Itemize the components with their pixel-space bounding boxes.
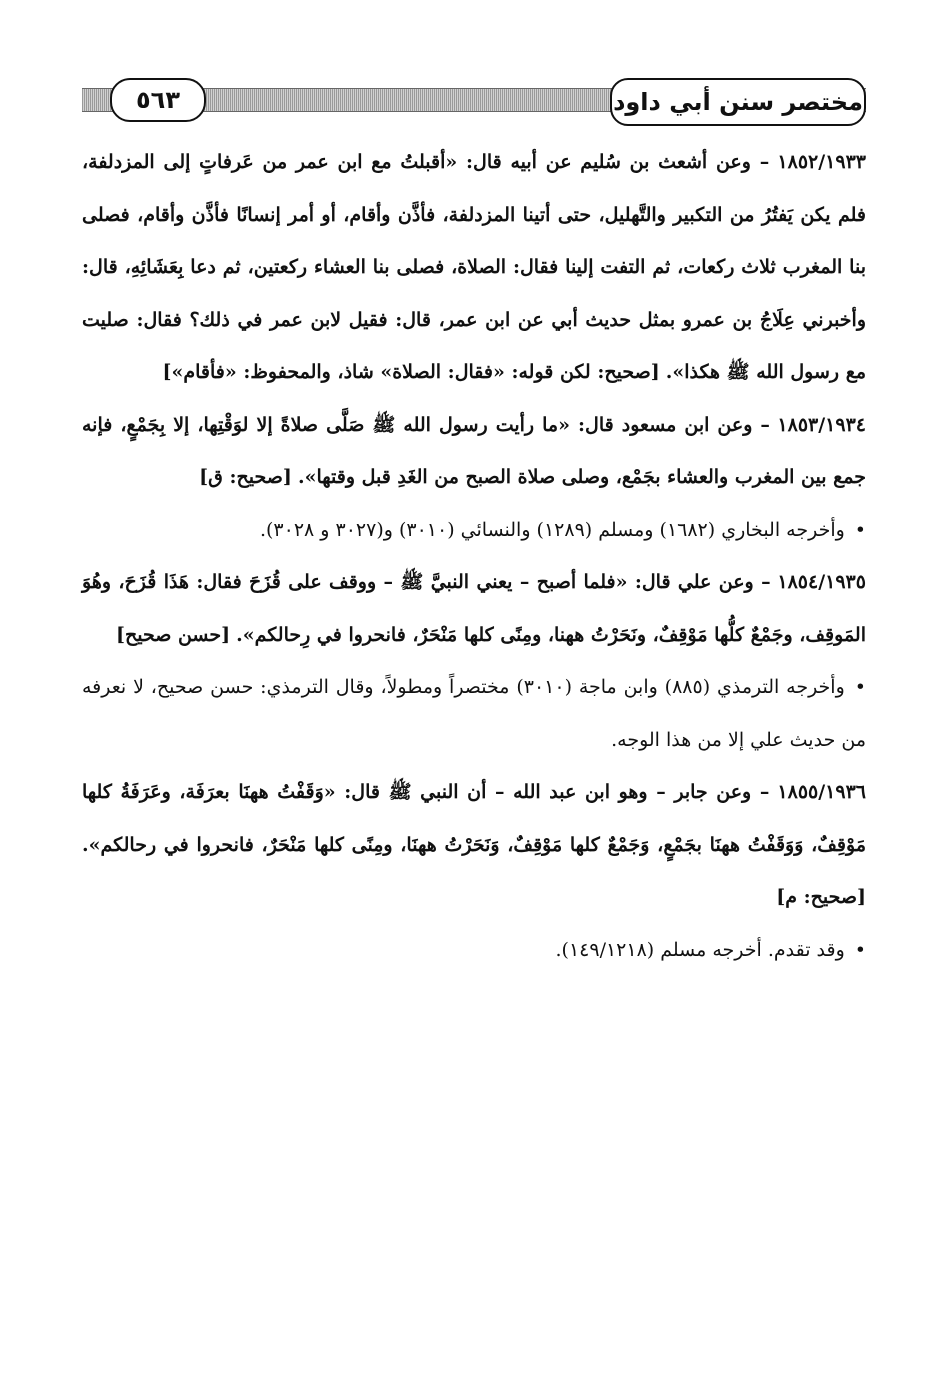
bullet-icon: • xyxy=(854,518,866,541)
hadith-grade: [صحيح: ق] xyxy=(199,466,292,488)
hadith-1935 xyxy=(82,556,866,661)
note-text: وأخرجه الترمذي (٨٨٥) وابن ماجة (٣٠١٠) مختصراً ومطولاً، وقال الترمذي: حسن صحيح، لا نعرفه من حديث علي إلا من هذا الوجه. xyxy=(82,676,866,751)
takhrij-note xyxy=(82,504,866,557)
page-header xyxy=(82,72,866,130)
note-text: وقد تقدم. أخرجه مسلم (١٤٩/١٢١٨). xyxy=(555,938,845,961)
hadith-1936 xyxy=(82,766,866,924)
page-body xyxy=(82,136,866,976)
bullet-icon: • xyxy=(854,676,866,698)
note-text: وأخرجه البخاري (١٦٨٢) ومسلم (١٢٨٩) والنسائي (٣٠١٠) و(٣٠٢٧ و ٣٠٢٨). xyxy=(259,518,845,541)
hadith-number: ١٨٥٢/١٩٣٣ xyxy=(777,151,866,173)
hadith-text: – وعن جابر – وهو ابن عبد الله – أن النبي ﷺ قال: «وَقَفْتُ ههنَا بعرَفَة، وعَرَفَةُ كلها مَوْقِفٌ، وَوَقَفْتُ ههنَا بجَمْعٍ، وَجَمْعٌ كلها مَوْقِفٌ، وَنَحَرْتُ ههنَا، ومِنًى كلها مَنْحَرٌ، فانحروا في رحالكم». xyxy=(82,781,866,856)
page-number: ٥٦٣ xyxy=(110,78,206,122)
takhrij-note xyxy=(82,924,866,977)
hadith-grade: [حسن صحيح] xyxy=(115,623,231,646)
hadith-text: – وعن ابن مسعود قال: «ما رأيت رسول الله ﷺ صَلَّى صلاةً إلا لوَقْتِها، إلا بِجَمْعٍ، فإنه جمع بين المغرب والعشاء بجَمْع، وصلى صلاة الصبح من الغَدِ قبل وقتها». xyxy=(82,413,866,488)
hadith-grade: [صحيح: م] xyxy=(776,886,866,908)
hadith-text: – وعن علي قال: «فلما أصبح – يعني النبيَّ ﷺ – ووقف على قُزَحَ فقال: هَذَا قُزَحَ، وهُوَ المَوقِف، وجَمْعٌ كلُّها مَوْقِفٌ، ونَحَرْتُ ههنا، ومِنًى كلها مَنْحَرٌ، فانحروا في رِحالكم». xyxy=(82,571,866,646)
hadith-number: ١٨٥٤/١٩٣٥ xyxy=(777,571,866,593)
hadith-text: – وعن أشعث بن سُليم عن أبيه قال: «أقبلتُ مع ابن عمر من عَرفاتٍ إلى المزدلفة، فلم يكن يَفتُرُ من التكبير والتَّهليل، حتى أتينا المزدلفة، فأذَّن وأقام، أو أمر إنسانًا فأذَّن وأقام، فصلى بنا المغرب ثلاث ركعات، ثم التفت إلينا فقال: الصلاة، فصلى بنا العشاء ركعتين، ثم دعا بِعَشَائِهِ، قال: وأخبرني عِلَاجُ بن عمرو بمثل حديث أبي عن ابن عمر، قال: فقيل لابن عمر في ذلك؟ فقال: صليت مع رسول الله ﷺ هكذا». xyxy=(82,151,866,383)
hadith-grade: [صحيح: لكن قوله: «فقال: الصلاة» شاذ، والمحفوظ: «فأقام»] xyxy=(162,361,660,383)
bullet-icon: • xyxy=(854,938,866,961)
hadith-number: ١٨٥٣/١٩٣٤ xyxy=(777,413,866,436)
book-title: مختصر سنن أبي داود xyxy=(610,78,866,126)
hadith-number: ١٨٥٥/١٩٣٦ xyxy=(777,781,866,803)
hadith-1933 xyxy=(82,136,866,399)
hadith-1934 xyxy=(82,399,866,504)
takhrij-note xyxy=(82,661,866,766)
